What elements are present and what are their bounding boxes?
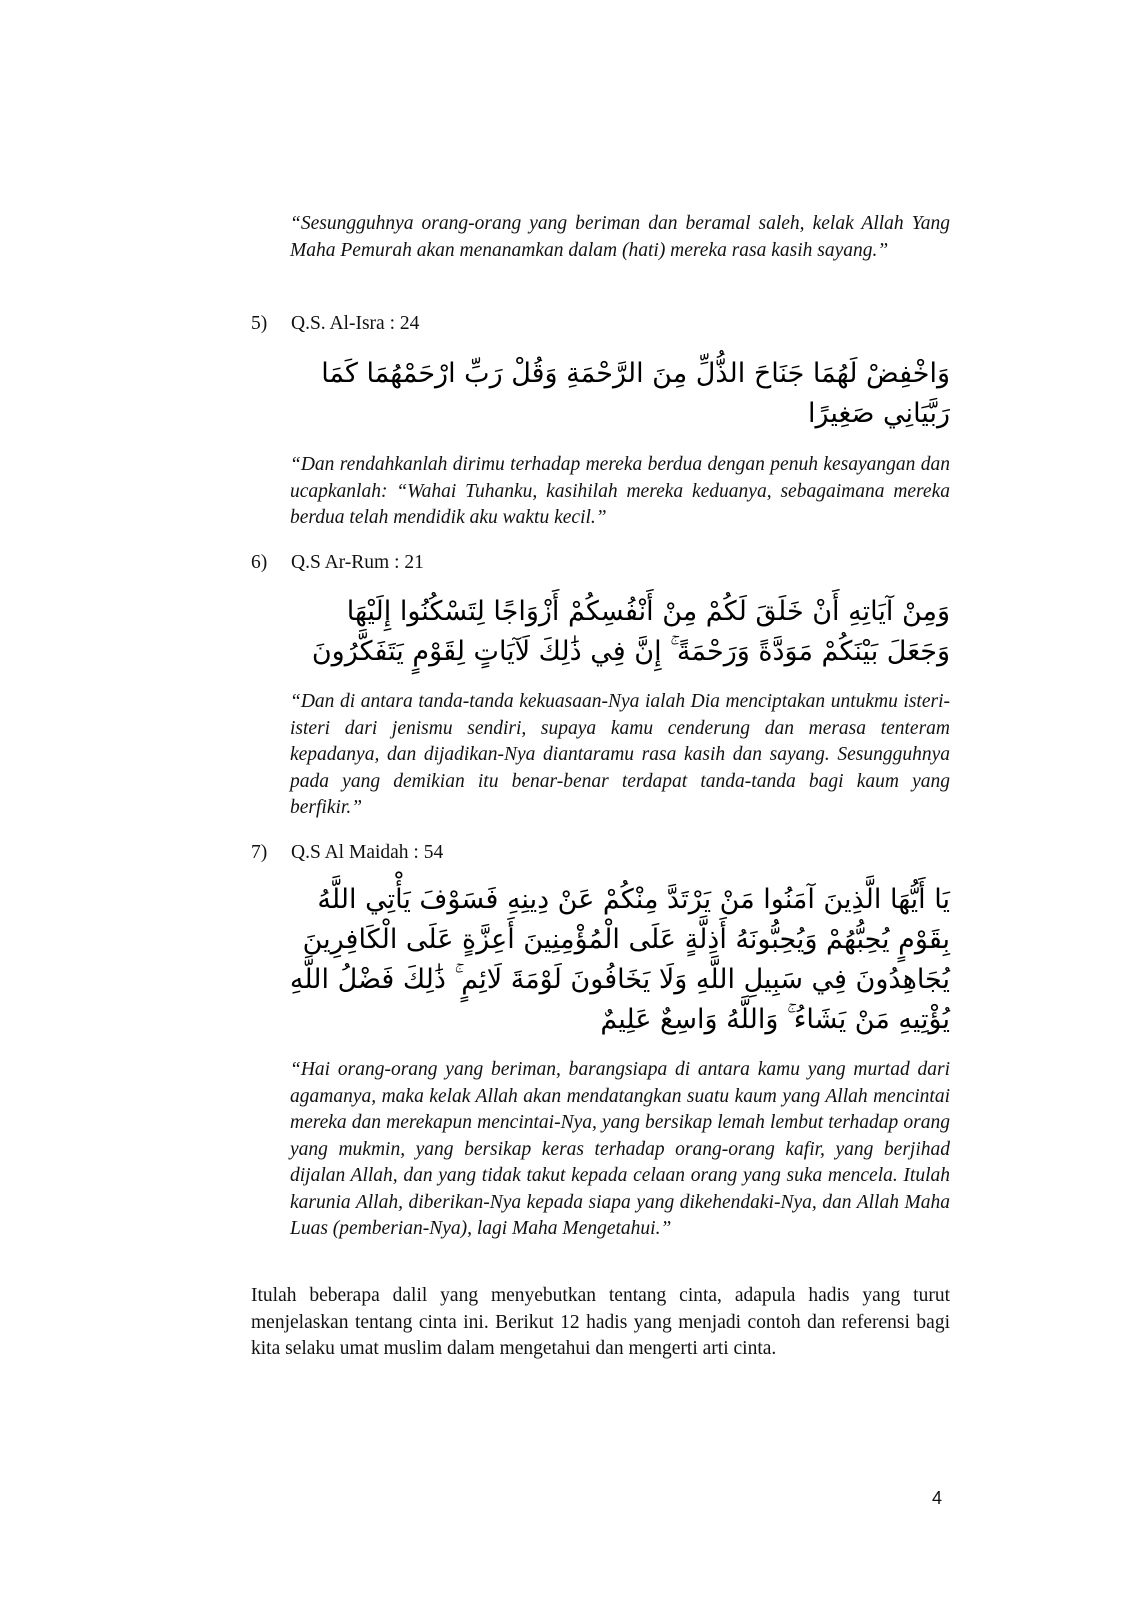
item-reference: Q.S Ar-Rum : 21 bbox=[291, 552, 424, 573]
arabic-line: وَاخْفِضْ لَهُمَا جَنَاحَ الذُّلِّ مِنَ الرَّحْمَةِ وَقُلْ رَبِّ ارْحَمْهُمَا كَمَا bbox=[321, 358, 950, 389]
arabic-line: وَجَعَلَ بَيْنَكُمْ مَوَدَّةً وَرَحْمَةً ۚ إِنَّ فِي ذَٰلِكَ لَآيَاتٍ لِقَوْمٍ يَتَفَكَّرُونَ bbox=[311, 636, 950, 667]
item-heading-7 bbox=[251, 840, 443, 866]
arabic-verse-ar-rum bbox=[290, 592, 950, 672]
item-reference: Q.S Al Maidah : 54 bbox=[291, 842, 444, 863]
closing-paragraph: Itulah beberapa dalil yang menyebutkan tentang cinta, adapula hadis yang turut menjelaskan tentang cinta ini. Berikut 12 hadis yang menjadi contoh dan referensi bagi kita selaku umat muslim dalam mengetahui dan mengerti arti cinta. bbox=[251, 1285, 950, 1359]
arabic-verse-al-isra bbox=[290, 354, 950, 434]
arabic-line: يُجَاهِدُونَ فِي سَبِيلِ اللَّهِ وَلَا يَخَافُونَ لَوْمَةَ لَائِمٍ ۚ ذَٰلِكَ فَضْلُ اللَّهِ bbox=[289, 964, 950, 995]
item-heading-5 bbox=[251, 311, 419, 337]
arabic-line: وَمِنْ آيَاتِهِ أَنْ خَلَقَ لَكُمْ مِنْ أَنْفُسِكُمْ أَزْوَاجًا لِتَسْكُنُوا إِلَيْهَا bbox=[346, 596, 950, 627]
arabic-line: بِقَوْمٍ يُحِبُّهُمْ وَيُحِبُّونَهُ أَذِلَّةٍ عَلَى الْمُؤْمِنِينَ أَعِزَّةٍ عَلَى الْكَافِرِينَ bbox=[302, 924, 950, 955]
arabic-line: يَا أَيُّهَا الَّذِينَ آمَنُوا مَنْ يَرْتَدَّ مِنْكُمْ عَنْ دِينِهِ فَسَوْفَ يَأْتِي اللَّهُ bbox=[317, 884, 950, 915]
arabic-verse-al-maidah bbox=[290, 880, 950, 1040]
translation-al-isra: “Dan rendahkanlah dirimu terhadap mereka berdua dengan penuh kesayangan dan ucapkanlah: “Wahai Tuhanku, kasihilah mereka keduanya, sebagaimana mereka berdua telah mendidik aku waktu kecil.” bbox=[290, 454, 950, 528]
arabic-line: رَبَّيَانِي صَغِيرًا bbox=[807, 398, 950, 429]
translation-al-maidah: “Hai orang-orang yang beriman, barangsiapa di antara kamu yang murtad dari agamanya, maka kelak Allah akan mendatangkan suatu kaum yang Allah mencintai mereka dan merekapun mencintai-Nya, yang bersikap lemah lembut terhadap orang yang mukmin, yang bersikap keras terhadap orang-orang kafir, yang berjihad dijalan Allah, dan yang tidak takut kepada celaan orang yang suka mencela. Itulah karunia Allah, diberikan-Nya kepada siapa yang dikehendaki-Nya, dan Allah Maha Luas (pemberian-Nya), lagi Maha Mengetahui.” bbox=[290, 1059, 950, 1239]
item-number: 5) bbox=[251, 313, 268, 334]
item-number: 7) bbox=[251, 842, 268, 863]
item-reference: Q.S. Al-Isra : 24 bbox=[291, 313, 420, 334]
quote-translation-top: “Sesungguhnya orang-orang yang beriman dan beramal saleh, kelak Allah Yang Maha Pemurah akan menanamkan dalam (hati) mereka rasa kasih sayang.” bbox=[290, 213, 950, 261]
page-number: 4 bbox=[932, 1488, 943, 1508]
item-number: 6) bbox=[251, 552, 268, 573]
arabic-line: يُؤْتِيهِ مَنْ يَشَاءُ ۚ وَاللَّهُ وَاسِعٌ عَلِيمٌ bbox=[600, 1004, 950, 1035]
translation-ar-rum: “Dan di antara tanda-tanda kekuasaan-Nya ialah Dia menciptakan untukmu isteri-isteri dari jenismu sendiri, supaya kamu cenderung dan merasa tenteram kepadanya, dan dijadikan-Nya diantaramu rasa kasih dan sayang. Sesungguhnya pada yang demikian itu benar-benar terdapat tanda-tanda bagi kaum yang berfikir.” bbox=[290, 691, 950, 818]
item-heading-6 bbox=[251, 550, 424, 576]
